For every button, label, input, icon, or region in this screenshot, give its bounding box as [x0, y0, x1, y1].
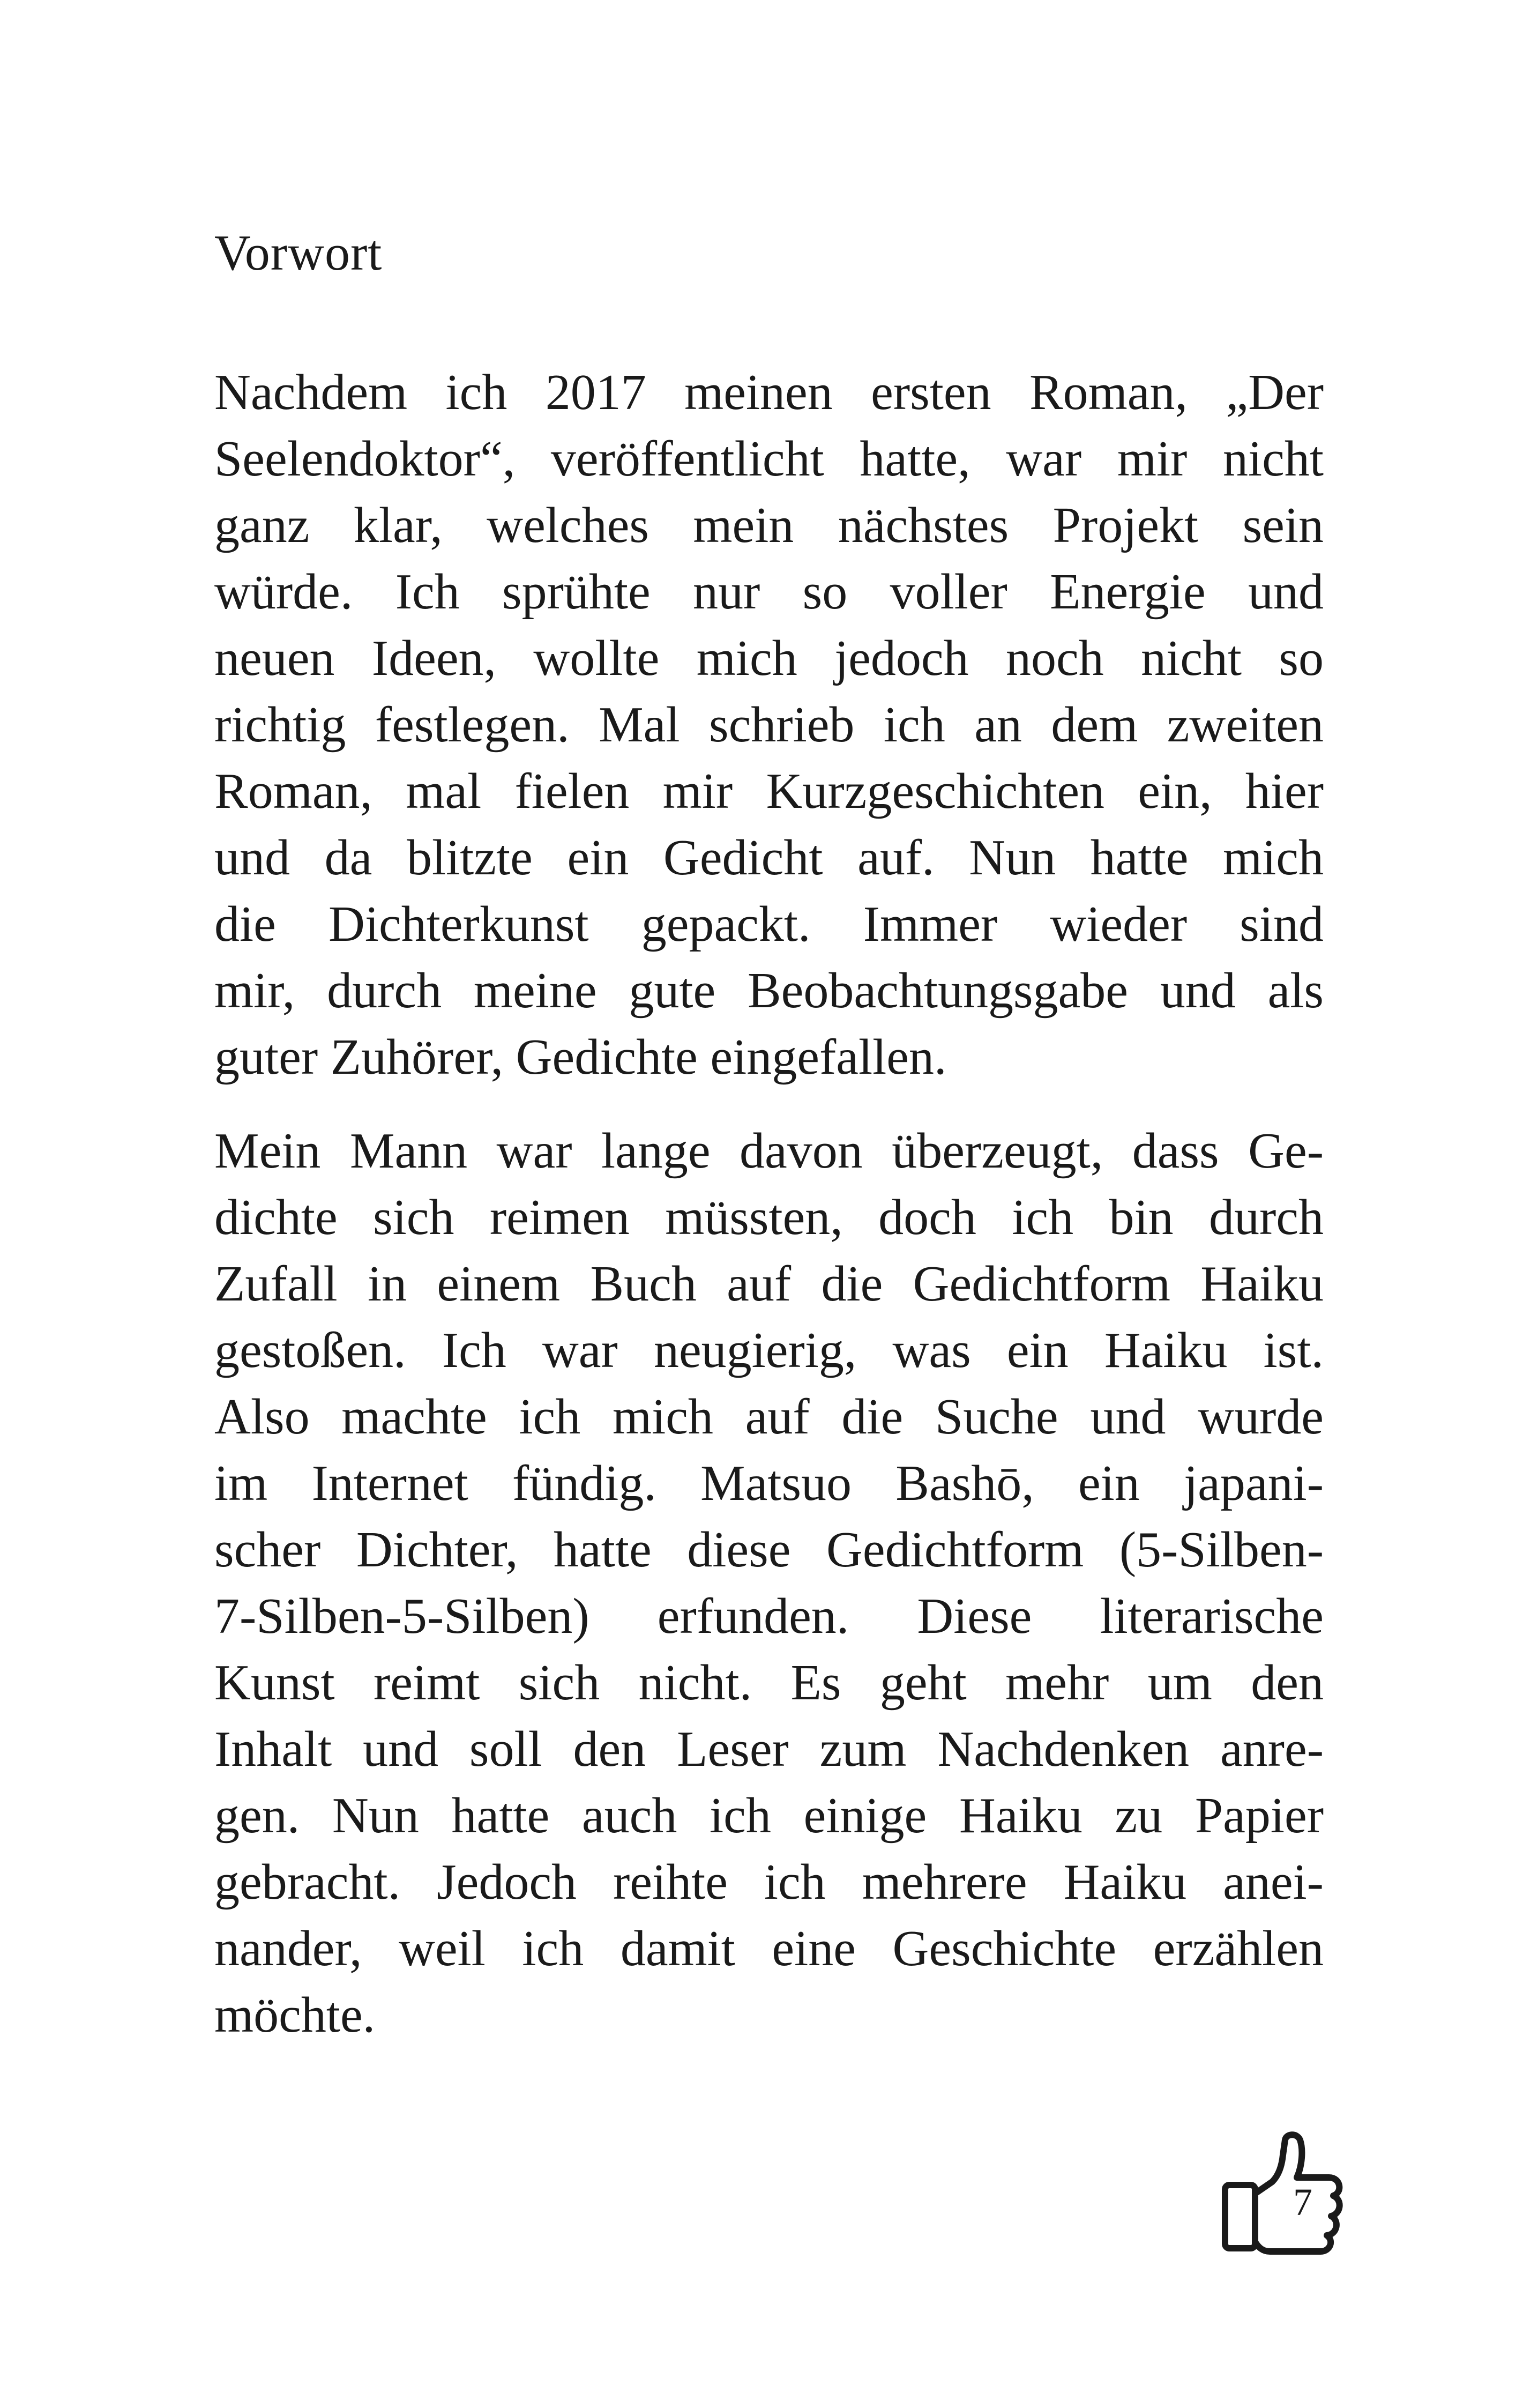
text-line: gebracht. Jedoch reihte ich mehrere Haiku anei-: [214, 1854, 1324, 1910]
text-line: scher Dichter, hatte diese Gedichtform (5-Silben-: [214, 1522, 1324, 1578]
text-line: guter Zuhörer, Gedichte eingefallen.: [214, 1029, 947, 1085]
text-line: gestoßen. Ich war neugierig, was ein Haiku ist.: [214, 1322, 1324, 1378]
text-line: ganz klar, welches mein nächstes Projekt sein: [214, 497, 1324, 553]
text-line: gen. Nun hatte auch ich einige Haiku zu Papier: [214, 1788, 1324, 1844]
text-line: Nachdem ich 2017 meinen ersten Roman, „Der: [214, 365, 1324, 420]
text-line: Inhalt und soll den Leser zum Nachdenken anre-: [214, 1721, 1324, 1777]
text-line: mir, durch meine gute Beobachtungsgabe und als: [214, 963, 1324, 1019]
page-number: 7: [1293, 2181, 1312, 2224]
text-line: Also machte ich mich auf die Suche und wurde: [214, 1389, 1324, 1445]
paragraph-2: [214, 1118, 1324, 2048]
text-line: dichte sich reimen müssten, doch ich bin durch: [214, 1190, 1324, 1245]
text-line: Zufall in einem Buch auf die Gedichtform Haiku: [214, 1256, 1324, 1312]
page-heading: Vorwort: [214, 225, 383, 281]
text-line: richtig festlegen. Mal schrieb ich an dem zweiten: [214, 697, 1324, 753]
text-line: Mein Mann war lange davon überzeugt, dass Ge-: [214, 1123, 1324, 1179]
thumbs-up-icon: [1216, 2128, 1350, 2257]
text-line: nander, weil ich damit eine Geschichte erzählen: [214, 1921, 1324, 1976]
text-line: Kunst reimt sich nicht. Es geht mehr um den: [214, 1655, 1324, 1711]
text-line: würde. Ich sprühte nur so voller Energie und: [214, 564, 1324, 620]
paragraph-1: [214, 359, 1324, 1090]
text-line: Roman, mal fielen mir Kurzgeschichten ein, hier: [214, 763, 1324, 819]
text-line: die Dichterkunst gepackt. Immer wieder sind: [214, 896, 1324, 952]
page-number-badge: [1216, 2128, 1350, 2257]
text-line: neuen Ideen, wollte mich jedoch noch nicht so: [214, 630, 1324, 686]
text-line: 7-Silben-5-Silben) erfunden. Diese literarische: [214, 1588, 1324, 1644]
text-line: möchte.: [214, 1987, 376, 2043]
text-line: im Internet fündig. Matsuo Bashō, ein japani-: [214, 1455, 1324, 1511]
text-line: und da blitzte ein Gedicht auf. Nun hatte mich: [214, 830, 1324, 886]
text-line: Seelendoktor“, veröffentlicht hatte, war mir nicht: [214, 431, 1324, 487]
